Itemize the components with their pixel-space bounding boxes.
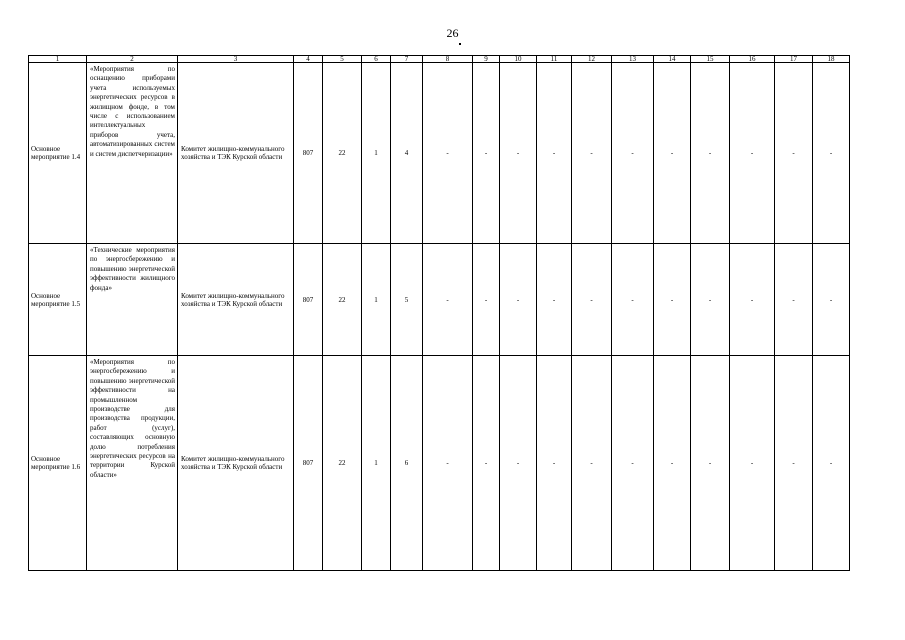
grbs-code-cell: 807 (294, 244, 323, 356)
value-cell: - (537, 63, 572, 244)
col-header: 18 (813, 56, 850, 63)
col-header: 2 (87, 56, 178, 63)
value-cell: - (775, 356, 813, 571)
col-header: 6 (362, 56, 391, 63)
value-cell: - (813, 63, 850, 244)
value-cell: - (572, 356, 612, 571)
value-cell: - (813, 244, 850, 356)
value-cell: - (473, 244, 500, 356)
activity-code-cell: Основное мероприятие 1.5 (29, 244, 87, 356)
value-cell: - (423, 63, 473, 244)
table-row (29, 63, 850, 244)
activity-name-cell: «Мероприятия по энергосбережению и повышению энергетической эффективности на промышленном производстве для производства продукции, работ (услуг), составляющих основную долю потребления энергетических ресурсов на территории Курской области» (87, 356, 178, 571)
responsible-executor-cell: Комитет жилищно-коммунального хозяйства и ТЭК Курской области (178, 356, 294, 571)
subsection-code-cell: 1 (362, 244, 391, 356)
col-header: 10 (500, 56, 537, 63)
program-table (28, 55, 850, 571)
value-cell: - (691, 63, 730, 244)
subsection-code-cell: 1 (362, 63, 391, 244)
col-header: 17 (775, 56, 813, 63)
value-cell: - (691, 244, 730, 356)
section-code-cell: 22 (323, 356, 362, 571)
responsible-executor-cell: Комитет жилищно-коммунального хозяйства и ТЭК Курской области (178, 244, 294, 356)
col-header: 8 (423, 56, 473, 63)
value-cell: - (691, 356, 730, 571)
page-number: 26 (446, 26, 459, 40)
value-cell: - (730, 244, 775, 356)
col-header: 16 (730, 56, 775, 63)
value-cell: - (500, 63, 537, 244)
activity-name-cell: «Мероприятия по оснащению приборами учета используемых энергетических ресурсов в жилищном фонде, в том числе с использованием интеллектуальных приборов учета, автоматизированных систем и систем диспетчеризации» (87, 63, 178, 244)
col-header: 4 (294, 56, 323, 63)
col-header: 9 (473, 56, 500, 63)
col-header: 3 (178, 56, 294, 63)
value-cell: - (730, 63, 775, 244)
value-cell: - (572, 244, 612, 356)
section-code-cell: 22 (323, 63, 362, 244)
value-cell: - (423, 244, 473, 356)
activity-code-cell: Основное мероприятие 1.4 (29, 63, 87, 244)
value-cell: - (537, 244, 572, 356)
table-row (29, 356, 850, 571)
col-header: 1 (29, 56, 87, 63)
value-cell: - (423, 356, 473, 571)
header-row (29, 56, 850, 63)
value-cell: - (537, 356, 572, 571)
col-header: 14 (654, 56, 691, 63)
target-code-cell: 4 (391, 63, 423, 244)
section-code-cell: 22 (323, 244, 362, 356)
target-code-cell: 6 (391, 356, 423, 571)
value-cell: - (654, 63, 691, 244)
target-code-cell: 5 (391, 244, 423, 356)
value-cell: - (500, 244, 537, 356)
value-cell: - (612, 244, 654, 356)
value-cell: - (473, 356, 500, 571)
value-cell: - (730, 356, 775, 571)
value-cell: - (500, 356, 537, 571)
col-header: 15 (691, 56, 730, 63)
value-cell: - (473, 63, 500, 244)
subsection-code-cell: 1 (362, 356, 391, 571)
grbs-code-cell: 807 (294, 356, 323, 571)
value-cell: - (654, 356, 691, 571)
activity-name-cell: «Технические мероприятия по энергосбережению и повышению энергетической эффективности жилищного фонда» (87, 244, 178, 356)
col-header: 12 (572, 56, 612, 63)
responsible-executor-cell: Комитет жилищно-коммунального хозяйства и ТЭК Курской области (178, 63, 294, 244)
table-row (29, 244, 850, 356)
value-cell: - (813, 356, 850, 571)
col-header: 11 (537, 56, 572, 63)
value-cell: - (572, 63, 612, 244)
page-dot (459, 43, 461, 45)
value-cell: - (612, 356, 654, 571)
grbs-code-cell: 807 (294, 63, 323, 244)
col-header: 7 (391, 56, 423, 63)
value-cell: - (654, 244, 691, 356)
value-cell: - (775, 244, 813, 356)
col-header: 13 (612, 56, 654, 63)
value-cell: - (612, 63, 654, 244)
value-cell: - (775, 63, 813, 244)
col-header: 5 (323, 56, 362, 63)
activity-code-cell: Основное мероприятие 1.6 (29, 356, 87, 571)
